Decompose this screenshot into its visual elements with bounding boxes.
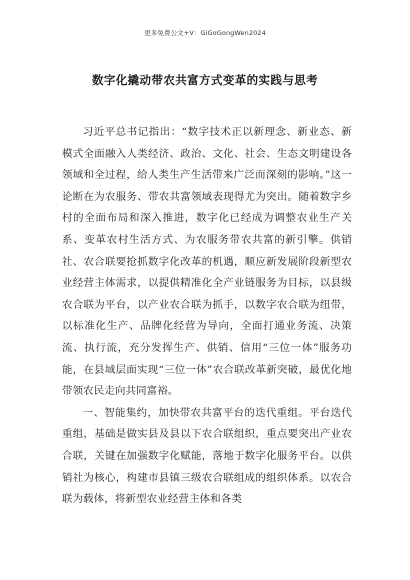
- paragraph-section-1: 一、智能集约，加快带农共富平台的迭代重组。平台迭代重组，基础是做实县及县以下农合联组织，重点要突出产业农合联，关键在加强数字化赋能，落地于数字化服务平台。以供销社为核心，构建市县镇三级农合联组成的组织体系。以农合联为载体，将新型农业经营主体和各类: [62, 406, 352, 506]
- document-body: [62, 122, 352, 511]
- header-note: 更多免费公文+V：GiGoGongWen2024: [144, 29, 266, 37]
- paragraph-intro: 习近平总书记指出：“数字技术正以新理念、新业态、新模式全面融入人类经济、政治、文化、社会、生态文明建设各领域和全过程，给人类生产生活带来广泛而深刻的影响。”这一论断在为农服务、带农共富领域表现得尤为突出。随着数字乡村的全面布局和深入推进，数字化已经成为调整农业生产关系、变革农村生活方式、为农服务带农共富的新引擎。供销社、农合联要抢抓数字化改革的机遇，顺应新发展阶段新型农业经营主体需求，以提供精准化全产业链服务为目标，以县级农合联为平台，以产业农合联为抓手，以数字农合联为纽带，以标准化生产、品牌化经营为导向，全面打通业务流、决策流、执行流，充分发挥生产、供销、信用“三位一体”服务功能，在县域层面实现“三位一体”农合联改革新突破，最优化地带领农民走向共同富裕。: [62, 126, 352, 398]
- document-title: 数字化撬动带农共富方式变革的实践与思考: [91, 73, 319, 87]
